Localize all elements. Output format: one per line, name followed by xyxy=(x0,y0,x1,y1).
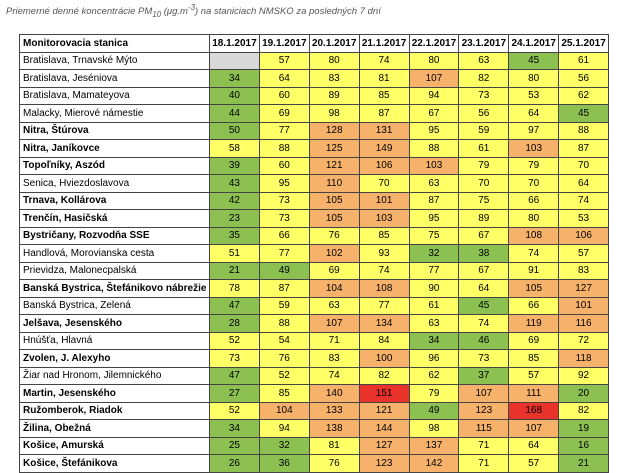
concentration-cell: 56 xyxy=(559,70,609,88)
concentration-cell: 63 xyxy=(309,297,359,315)
concentration-cell: 138 xyxy=(309,420,359,438)
concentration-cell: 47 xyxy=(210,297,260,315)
concentration-cell xyxy=(210,52,260,70)
concentration-cell: 67 xyxy=(459,227,509,245)
pm10-concentration-table xyxy=(19,34,609,473)
concentration-cell: 88 xyxy=(259,315,309,333)
concentration-cell: 106 xyxy=(359,157,409,175)
concentration-cell: 62 xyxy=(559,87,609,105)
concentration-cell: 88 xyxy=(409,140,459,158)
table-row xyxy=(20,262,609,280)
concentration-cell: 54 xyxy=(259,332,309,350)
concentration-cell: 32 xyxy=(409,245,459,263)
station-name: Nitra, Štúrova xyxy=(20,122,210,140)
concentration-cell: 88 xyxy=(559,122,609,140)
concentration-cell: 87 xyxy=(259,280,309,298)
date-column-header: 22.1.2017 xyxy=(409,35,459,53)
concentration-cell: 80 xyxy=(409,52,459,70)
concentration-cell: 107 xyxy=(309,315,359,333)
table-row xyxy=(20,227,609,245)
concentration-cell: 123 xyxy=(459,402,509,420)
concentration-cell: 59 xyxy=(459,122,509,140)
concentration-cell: 58 xyxy=(210,140,260,158)
concentration-cell: 95 xyxy=(409,122,459,140)
concentration-cell: 74 xyxy=(359,262,409,280)
concentration-cell: 25 xyxy=(210,437,260,455)
concentration-cell: 35 xyxy=(210,227,260,245)
concentration-cell: 69 xyxy=(509,332,559,350)
table-row xyxy=(20,70,609,88)
concentration-cell: 94 xyxy=(409,87,459,105)
concentration-cell: 110 xyxy=(309,175,359,193)
concentration-cell: 80 xyxy=(309,52,359,70)
concentration-cell: 92 xyxy=(559,367,609,385)
table-row xyxy=(20,402,609,420)
concentration-cell: 100 xyxy=(359,350,409,368)
concentration-cell: 56 xyxy=(459,105,509,123)
concentration-cell: 64 xyxy=(509,105,559,123)
concentration-cell: 116 xyxy=(559,315,609,333)
concentration-cell: 82 xyxy=(359,367,409,385)
concentration-cell: 75 xyxy=(409,227,459,245)
concentration-cell: 93 xyxy=(359,245,409,263)
concentration-cell: 44 xyxy=(210,105,260,123)
table-row xyxy=(20,350,609,368)
concentration-cell: 73 xyxy=(459,350,509,368)
header-row xyxy=(20,35,609,53)
concentration-cell: 74 xyxy=(359,52,409,70)
concentration-cell: 64 xyxy=(459,280,509,298)
concentration-cell: 103 xyxy=(509,140,559,158)
concentration-cell: 73 xyxy=(259,210,309,228)
concentration-cell: 46 xyxy=(459,332,509,350)
concentration-cell: 66 xyxy=(509,297,559,315)
concentration-cell: 91 xyxy=(509,262,559,280)
table-row xyxy=(20,437,609,455)
caption-subscript: 10 xyxy=(152,10,162,20)
concentration-cell: 26 xyxy=(210,455,260,473)
concentration-cell: 79 xyxy=(459,157,509,175)
station-name: Jelšava, Jesenského xyxy=(20,315,210,333)
concentration-cell: 61 xyxy=(559,52,609,70)
date-column-header: 24.1.2017 xyxy=(509,35,559,53)
table-caption xyxy=(6,3,616,19)
concentration-cell: 89 xyxy=(459,210,509,228)
station-name: Banská Bystrica, Zelená xyxy=(20,297,210,315)
concentration-cell: 134 xyxy=(359,315,409,333)
concentration-cell: 64 xyxy=(559,175,609,193)
table-row xyxy=(20,122,609,140)
station-name: Ružomberok, Riadok xyxy=(20,402,210,420)
station-column-header: Monitorovacia stanica xyxy=(20,35,210,53)
concentration-cell: 64 xyxy=(509,437,559,455)
concentration-cell: 27 xyxy=(210,385,260,403)
concentration-cell: 107 xyxy=(459,385,509,403)
concentration-cell: 85 xyxy=(259,385,309,403)
concentration-cell: 77 xyxy=(359,297,409,315)
concentration-cell: 144 xyxy=(359,420,409,438)
caption-superscript: -3 xyxy=(187,3,195,12)
concentration-cell: 84 xyxy=(359,332,409,350)
concentration-cell: 103 xyxy=(359,210,409,228)
concentration-cell: 115 xyxy=(459,420,509,438)
concentration-cell: 57 xyxy=(509,367,559,385)
concentration-cell: 98 xyxy=(309,105,359,123)
concentration-cell: 74 xyxy=(459,315,509,333)
concentration-cell: 77 xyxy=(259,245,309,263)
concentration-cell: 53 xyxy=(509,87,559,105)
concentration-cell: 74 xyxy=(559,192,609,210)
concentration-cell: 151 xyxy=(359,385,409,403)
station-name: Košice, Amurská xyxy=(20,437,210,455)
concentration-cell: 149 xyxy=(359,140,409,158)
concentration-cell: 88 xyxy=(259,140,309,158)
date-column-header: 25.1.2017 xyxy=(559,35,609,53)
concentration-cell: 70 xyxy=(559,157,609,175)
station-name: Malacky, Mierové námestie xyxy=(20,105,210,123)
concentration-cell: 85 xyxy=(359,87,409,105)
concentration-cell: 107 xyxy=(509,420,559,438)
concentration-cell: 71 xyxy=(459,437,509,455)
date-column-header: 19.1.2017 xyxy=(259,35,309,53)
concentration-cell: 127 xyxy=(359,437,409,455)
concentration-cell: 73 xyxy=(259,192,309,210)
table-row xyxy=(20,192,609,210)
concentration-cell: 101 xyxy=(359,192,409,210)
concentration-cell: 87 xyxy=(359,105,409,123)
concentration-cell: 16 xyxy=(559,437,609,455)
concentration-cell: 75 xyxy=(459,192,509,210)
table-row xyxy=(20,105,609,123)
concentration-cell: 89 xyxy=(309,87,359,105)
concentration-cell: 127 xyxy=(559,280,609,298)
concentration-cell: 142 xyxy=(409,455,459,473)
concentration-cell: 96 xyxy=(409,350,459,368)
station-name: Bratislava, Trnavské Mýto xyxy=(20,52,210,70)
concentration-cell: 121 xyxy=(359,402,409,420)
caption-prefix: Priemerné denné koncentrácie PM xyxy=(6,6,153,18)
concentration-cell: 45 xyxy=(459,297,509,315)
concentration-cell: 79 xyxy=(509,157,559,175)
concentration-cell: 137 xyxy=(409,437,459,455)
table-row xyxy=(20,420,609,438)
concentration-cell: 70 xyxy=(509,175,559,193)
station-name: Košice, Štefánikova xyxy=(20,455,210,473)
concentration-cell: 32 xyxy=(259,437,309,455)
concentration-cell: 102 xyxy=(309,245,359,263)
station-name: Bratislava, Mamateyova xyxy=(20,87,210,105)
table-row xyxy=(20,367,609,385)
concentration-cell: 103 xyxy=(409,157,459,175)
concentration-cell: 83 xyxy=(559,262,609,280)
concentration-cell: 69 xyxy=(259,105,309,123)
concentration-cell: 66 xyxy=(509,192,559,210)
station-name: Banská Bystrica, Štefánikovo nábrežie xyxy=(20,280,210,298)
concentration-cell: 34 xyxy=(210,70,260,88)
concentration-cell: 52 xyxy=(259,367,309,385)
table-row xyxy=(20,52,609,70)
station-name: Topoľníky, Aszód xyxy=(20,157,210,175)
concentration-cell: 104 xyxy=(259,402,309,420)
concentration-cell: 98 xyxy=(409,420,459,438)
concentration-cell: 71 xyxy=(309,332,359,350)
concentration-cell: 77 xyxy=(259,122,309,140)
concentration-cell: 90 xyxy=(409,280,459,298)
concentration-cell: 104 xyxy=(309,280,359,298)
table-row xyxy=(20,280,609,298)
concentration-cell: 131 xyxy=(359,122,409,140)
concentration-cell: 79 xyxy=(409,385,459,403)
concentration-cell: 101 xyxy=(559,297,609,315)
station-name: Handlová, Morovianska cesta xyxy=(20,245,210,263)
concentration-cell: 63 xyxy=(459,52,509,70)
concentration-cell: 76 xyxy=(259,350,309,368)
concentration-cell: 106 xyxy=(559,227,609,245)
concentration-cell: 52 xyxy=(210,402,260,420)
concentration-cell: 85 xyxy=(509,350,559,368)
table-row xyxy=(20,140,609,158)
concentration-cell: 63 xyxy=(409,175,459,193)
concentration-cell: 43 xyxy=(210,175,260,193)
concentration-cell: 168 xyxy=(509,402,559,420)
concentration-cell: 28 xyxy=(210,315,260,333)
concentration-cell: 111 xyxy=(509,385,559,403)
concentration-cell: 67 xyxy=(459,262,509,280)
concentration-cell: 57 xyxy=(509,455,559,473)
concentration-cell: 97 xyxy=(509,122,559,140)
station-name: Bystričany, Rozvodňa SSE xyxy=(20,227,210,245)
concentration-cell: 77 xyxy=(409,262,459,280)
concentration-cell: 59 xyxy=(259,297,309,315)
concentration-cell: 118 xyxy=(559,350,609,368)
concentration-cell: 82 xyxy=(559,402,609,420)
concentration-cell: 82 xyxy=(459,70,509,88)
station-name: Trenčín, Hasičská xyxy=(20,210,210,228)
station-name: Nitra, Janíkovce xyxy=(20,140,210,158)
date-column-header: 18.1.2017 xyxy=(210,35,260,53)
table-body xyxy=(20,52,609,472)
concentration-cell: 73 xyxy=(459,87,509,105)
concentration-cell: 52 xyxy=(210,332,260,350)
concentration-cell: 70 xyxy=(459,175,509,193)
concentration-cell: 105 xyxy=(309,192,359,210)
station-name: Žiar nad Hronom, Jilemnického xyxy=(20,367,210,385)
concentration-cell: 21 xyxy=(559,455,609,473)
concentration-cell: 63 xyxy=(409,315,459,333)
concentration-cell: 51 xyxy=(210,245,260,263)
date-column-header: 23.1.2017 xyxy=(459,35,509,53)
station-name: Martin, Jesenského xyxy=(20,385,210,403)
concentration-cell: 74 xyxy=(509,245,559,263)
concentration-cell: 133 xyxy=(309,402,359,420)
concentration-cell: 34 xyxy=(210,420,260,438)
station-name: Hnúšťa, Hlavná xyxy=(20,332,210,350)
station-name: Trnava, Kollárova xyxy=(20,192,210,210)
concentration-cell: 40 xyxy=(210,87,260,105)
concentration-cell: 61 xyxy=(459,140,509,158)
caption-suffix: ) na staniciach NMSKO za posledných 7 dní xyxy=(194,6,381,18)
concentration-cell: 57 xyxy=(559,245,609,263)
concentration-cell: 87 xyxy=(559,140,609,158)
concentration-cell: 19 xyxy=(559,420,609,438)
concentration-cell: 23 xyxy=(210,210,260,228)
concentration-cell: 128 xyxy=(309,122,359,140)
concentration-cell: 42 xyxy=(210,192,260,210)
concentration-cell: 62 xyxy=(409,367,459,385)
concentration-cell: 36 xyxy=(259,455,309,473)
concentration-cell: 105 xyxy=(309,210,359,228)
concentration-cell: 73 xyxy=(210,350,260,368)
concentration-cell: 57 xyxy=(259,52,309,70)
table-row xyxy=(20,315,609,333)
table-row xyxy=(20,245,609,263)
concentration-cell: 61 xyxy=(409,297,459,315)
concentration-cell: 60 xyxy=(259,87,309,105)
concentration-cell: 87 xyxy=(409,192,459,210)
station-name: Senica, Hviezdoslavova xyxy=(20,175,210,193)
concentration-cell: 47 xyxy=(210,367,260,385)
concentration-cell: 80 xyxy=(509,210,559,228)
concentration-cell: 67 xyxy=(409,105,459,123)
concentration-cell: 20 xyxy=(559,385,609,403)
table-row xyxy=(20,87,609,105)
concentration-cell: 69 xyxy=(309,262,359,280)
concentration-cell: 81 xyxy=(359,70,409,88)
concentration-cell: 125 xyxy=(309,140,359,158)
table-row xyxy=(20,175,609,193)
date-column-header: 20.1.2017 xyxy=(309,35,359,53)
concentration-cell: 140 xyxy=(309,385,359,403)
concentration-cell: 119 xyxy=(509,315,559,333)
concentration-cell: 70 xyxy=(359,175,409,193)
concentration-cell: 37 xyxy=(459,367,509,385)
concentration-cell: 80 xyxy=(509,70,559,88)
concentration-cell: 107 xyxy=(409,70,459,88)
table-row xyxy=(20,157,609,175)
table-row xyxy=(20,455,609,473)
concentration-cell: 85 xyxy=(359,227,409,245)
concentration-cell: 39 xyxy=(210,157,260,175)
concentration-cell: 45 xyxy=(509,52,559,70)
concentration-cell: 64 xyxy=(259,70,309,88)
concentration-cell: 45 xyxy=(559,105,609,123)
station-name: Bratislava, Jeséniova xyxy=(20,70,210,88)
concentration-cell: 66 xyxy=(259,227,309,245)
concentration-cell: 49 xyxy=(409,402,459,420)
concentration-cell: 76 xyxy=(309,227,359,245)
concentration-cell: 95 xyxy=(259,175,309,193)
concentration-cell: 71 xyxy=(459,455,509,473)
concentration-cell: 76 xyxy=(309,455,359,473)
concentration-cell: 81 xyxy=(309,437,359,455)
caption-unit: (μg.m xyxy=(161,6,188,18)
station-name: Žilina, Obežná xyxy=(20,420,210,438)
concentration-cell: 38 xyxy=(459,245,509,263)
concentration-cell: 83 xyxy=(309,350,359,368)
concentration-cell: 49 xyxy=(259,262,309,280)
concentration-cell: 94 xyxy=(259,420,309,438)
concentration-cell: 50 xyxy=(210,122,260,140)
concentration-cell: 21 xyxy=(210,262,260,280)
table-row xyxy=(20,385,609,403)
concentration-cell: 53 xyxy=(559,210,609,228)
table-row xyxy=(20,332,609,350)
table-row xyxy=(20,210,609,228)
concentration-cell: 83 xyxy=(309,70,359,88)
concentration-cell: 108 xyxy=(509,227,559,245)
concentration-cell: 108 xyxy=(359,280,409,298)
concentration-cell: 60 xyxy=(259,157,309,175)
concentration-cell: 121 xyxy=(309,157,359,175)
table-row xyxy=(20,297,609,315)
concentration-cell: 123 xyxy=(359,455,409,473)
concentration-cell: 72 xyxy=(559,332,609,350)
concentration-cell: 78 xyxy=(210,280,260,298)
concentration-cell: 95 xyxy=(409,210,459,228)
concentration-cell: 105 xyxy=(509,280,559,298)
concentration-cell: 34 xyxy=(409,332,459,350)
concentration-cell: 74 xyxy=(309,367,359,385)
station-name: Zvolen, J. Alexyho xyxy=(20,350,210,368)
date-column-header: 21.1.2017 xyxy=(359,35,409,53)
station-name: Prievidza, Malonecpalská xyxy=(20,262,210,280)
